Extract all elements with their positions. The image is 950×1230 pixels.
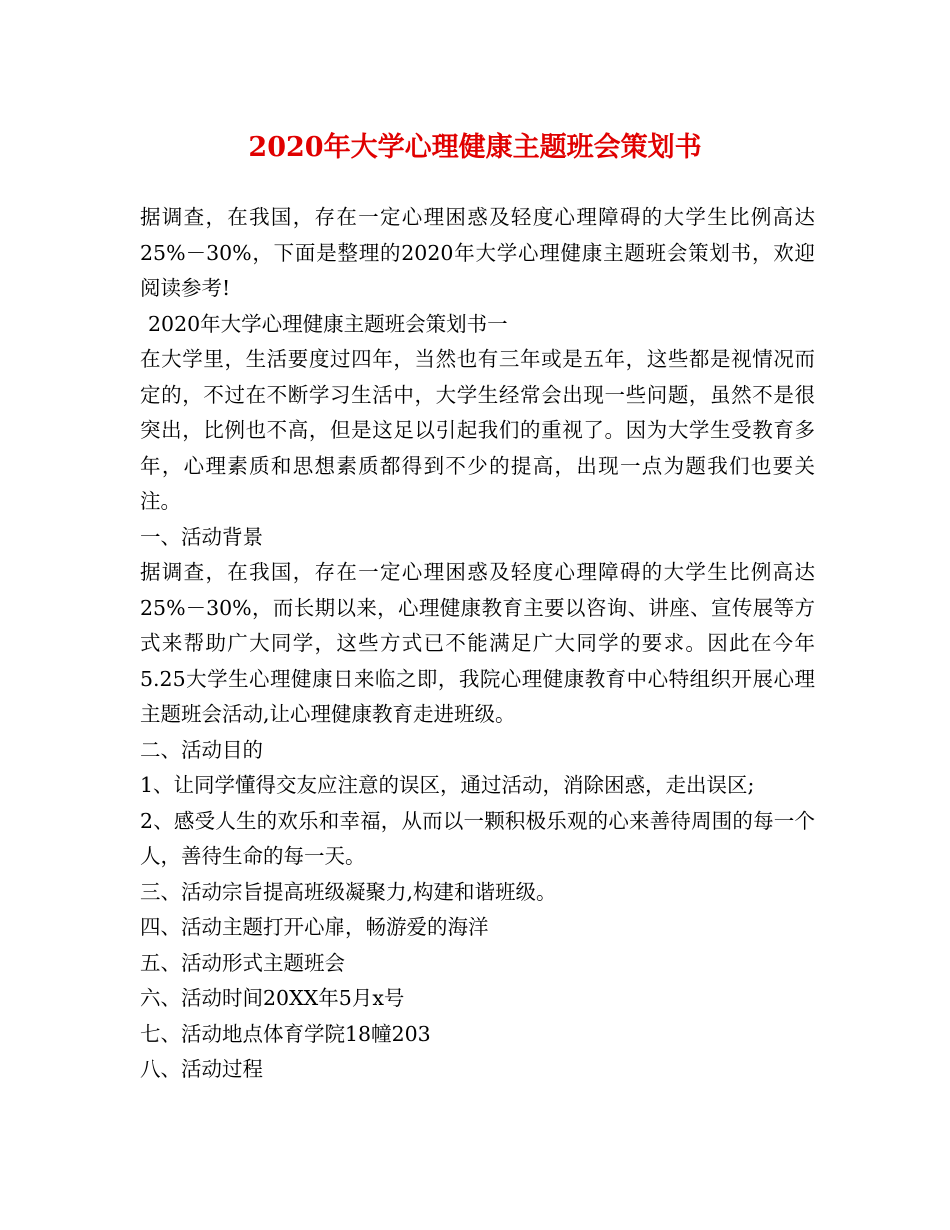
section-2-item-1: 1、让同学懂得交友应注意的误区，通过活动，消除困惑，走出误区; xyxy=(140,773,755,797)
subtitle-1: 2020年大学心理健康主题班会策划书一 xyxy=(148,311,508,336)
section-1-heading: 一、活动背景 xyxy=(140,524,263,549)
section-3: 三、活动宗旨提高班级凝聚力,构建和谐班级。 xyxy=(140,879,557,904)
section-8: 八、活动过程 xyxy=(140,1057,263,1081)
section-2-heading: 二、活动目的 xyxy=(140,737,263,762)
intro-paragraph: 据调查，在我国，存在一定心理困惑及轻度心理障碍的大学生比例高达25%－30%，下面是整理的2020年大学心理健康主题班会策划书，欢迎阅读参考! xyxy=(140,205,815,300)
section-2-item-2: 2、感受人生的欢乐和幸福，从而以一颗积极乐观的心来善待周围的每一个人，善待生命的每一天。 xyxy=(140,808,815,868)
section-1-text: 据调查，在我国，存在一定心理困惑及轻度心理障碍的大学生比例高达25%－30%，而长期以来，心理健康教育主要以咨询、讲座、宣传展等方式来帮助广大同学，这些方式已不能满足广大同学的要求。因此在今年5.25大学生心理健康日来临之即，我院心理健康教育中心特组织开展心理主题班会活动,让心理健康教育走进班级。 xyxy=(140,560,815,726)
section-7: 七、活动地点体育学院18幢203 xyxy=(140,1021,431,1046)
section-5: 五、活动形式主题班会 xyxy=(140,950,345,975)
paragraph-1: 在大学里，生活要度过四年，当然也有三年或是五年，这些都是视情况而定的，不过在不断学习生活中，大学生经常会出现一些问题，虽然不是很突出，比例也不高，但是这足以引起我们的重视了。因为大学生受教育多年，心理素质和思想素质都得到不少的提高，出现一点为题我们也要关注。 xyxy=(140,347,815,513)
document-title: 2020年大学心理健康主题班会策划书 xyxy=(248,132,702,163)
document-body xyxy=(140,200,815,1088)
section-6: 六、活动时间20XX年5月x号 xyxy=(140,986,405,1010)
section-4: 四、活动主题打开心扉，畅游爱的海洋 xyxy=(140,915,489,939)
